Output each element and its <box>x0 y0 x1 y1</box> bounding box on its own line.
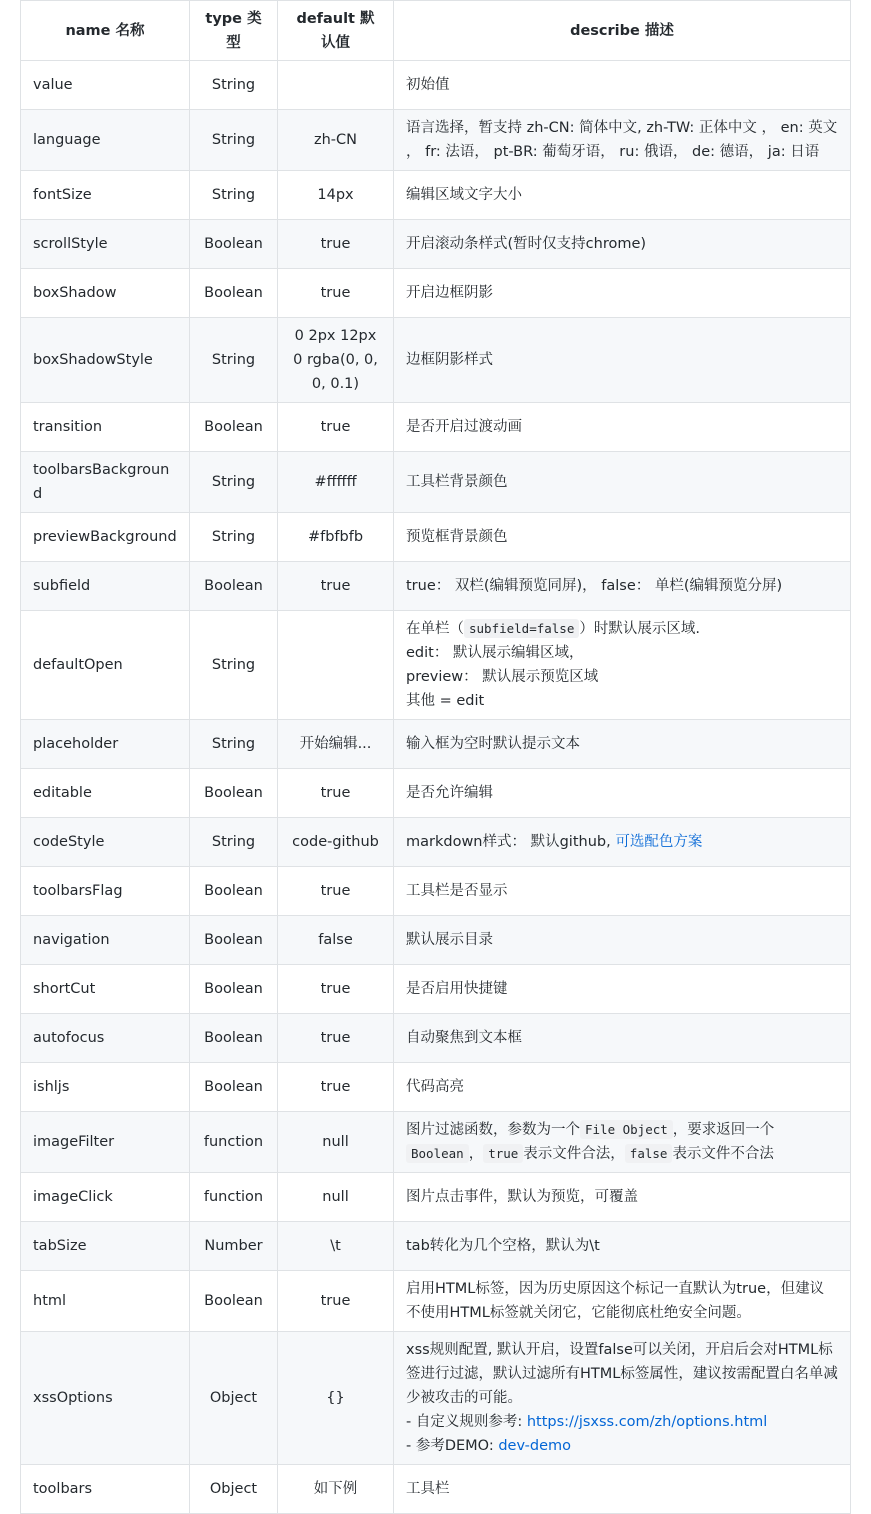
cell-describe <box>394 1332 851 1465</box>
cell-default: #fbfbfb <box>278 513 394 562</box>
cell-default: true <box>278 769 394 818</box>
color-scheme-link[interactable]: 可选配色方案 <box>615 834 703 850</box>
cell-default: 0 2px 12px 0 rgba(0, 0, 0, 0.1) <box>278 318 394 403</box>
jsxss-options-link[interactable]: https://jsxss.com/zh/options.html <box>526 1414 768 1430</box>
cell-default: 开始编辑... <box>278 720 394 769</box>
cell-describe <box>394 1112 851 1173</box>
cell-name: imageFilter <box>21 1112 190 1173</box>
cell-describe: 工具栏背景颜色 <box>394 452 851 513</box>
cell-describe: 编辑区域文字大小 <box>394 171 851 220</box>
cell-describe: 默认展示目录 <box>394 916 851 965</box>
cell-describe: 边框阴影样式 <box>394 318 851 403</box>
props-table <box>20 0 851 1514</box>
cell-type: Number <box>190 1222 278 1271</box>
cell-default: {} <box>278 1332 394 1465</box>
cell-type: Boolean <box>190 1014 278 1063</box>
describe-line <box>406 1434 838 1458</box>
cell-type: Object <box>190 1465 278 1514</box>
describe-text: 在单栏（ <box>406 621 464 637</box>
cell-type: Boolean <box>190 220 278 269</box>
cell-name: previewBackground <box>21 513 190 562</box>
cell-type: String <box>190 61 278 110</box>
cell-type: Boolean <box>190 1271 278 1332</box>
table-row <box>21 769 851 818</box>
cell-name: defaultOpen <box>21 611 190 720</box>
cell-describe: 输入框为空时默认提示文本 <box>394 720 851 769</box>
describe-line <box>406 617 838 641</box>
cell-default: true <box>278 867 394 916</box>
cell-describe: true： 双栏(编辑预览同屏)， false： 单栏(编辑预览分屏) <box>394 562 851 611</box>
cell-name: ishljs <box>21 1063 190 1112</box>
cell-describe <box>394 818 851 867</box>
table-row <box>21 110 851 171</box>
table-row <box>21 562 851 611</box>
cell-default: 14px <box>278 171 394 220</box>
cell-type: function <box>190 1112 278 1173</box>
inline-code: true <box>483 1144 523 1163</box>
cell-name: autofocus <box>21 1014 190 1063</box>
cell-describe: 开启滚动条样式(暂时仅支持chrome) <box>394 220 851 269</box>
describe-text: - 参考DEMO: <box>406 1438 499 1454</box>
describe-line <box>406 1410 838 1434</box>
describe-text: 图片过滤函数，参数为一个 <box>406 1122 580 1138</box>
cell-describe: 语言选择，暂支持 zh-CN: 简体中文, zh-TW: 正体中文 ， en: 英文 ， fr: 法语， pt-BR: 葡萄牙语， ru: 俄语， de: 德语， ja: 日语 <box>394 110 851 171</box>
inline-code: Boolean <box>406 1144 469 1163</box>
table-row <box>21 61 851 110</box>
table-row <box>21 1465 851 1514</box>
cell-describe: 初始值 <box>394 61 851 110</box>
describe-line: edit： 默认展示编辑区域， <box>406 645 584 661</box>
table-row <box>21 611 851 720</box>
cell-name: boxShadow <box>21 269 190 318</box>
cell-describe: 是否开启过渡动画 <box>394 403 851 452</box>
cell-default: true <box>278 269 394 318</box>
cell-default <box>278 611 394 720</box>
cell-default: #ffffff <box>278 452 394 513</box>
cell-describe: 启用HTML标签，因为历史原因这个标记一直默认为true，但建议不使用HTML标签就关闭它，它能彻底杜绝安全问题。 <box>394 1271 851 1332</box>
describe-text: 表示文件不合法 <box>672 1146 774 1162</box>
inline-code: File Object <box>580 1120 673 1139</box>
cell-name: fontSize <box>21 171 190 220</box>
cell-default: null <box>278 1173 394 1222</box>
cell-type: Boolean <box>190 916 278 965</box>
table-row <box>21 452 851 513</box>
cell-name: shortCut <box>21 965 190 1014</box>
table-row <box>21 513 851 562</box>
describe-line: preview： 默认展示预览区域 <box>406 669 599 685</box>
cell-name: html <box>21 1271 190 1332</box>
cell-default: true <box>278 403 394 452</box>
cell-describe: 开启边框阴影 <box>394 269 851 318</box>
cell-type: function <box>190 1173 278 1222</box>
cell-default: true <box>278 220 394 269</box>
header-name: name 名称 <box>21 1 190 61</box>
cell-type: Boolean <box>190 562 278 611</box>
cell-type: String <box>190 818 278 867</box>
cell-name: toolbars <box>21 1465 190 1514</box>
cell-default: \t <box>278 1222 394 1271</box>
cell-describe: 是否允许编辑 <box>394 769 851 818</box>
describe-text: ， <box>468 1146 484 1162</box>
cell-default: code-github <box>278 818 394 867</box>
inline-code: subfield=false <box>464 619 579 638</box>
cell-name: boxShadowStyle <box>21 318 190 403</box>
describe-text: 表示文件合法， <box>523 1146 625 1162</box>
cell-name: toolbarsBackground <box>21 452 190 513</box>
table-row <box>21 1014 851 1063</box>
cell-type: String <box>190 171 278 220</box>
cell-type: Boolean <box>190 269 278 318</box>
cell-type: String <box>190 452 278 513</box>
cell-name: xssOptions <box>21 1332 190 1465</box>
header-default: default 默认值 <box>278 1 394 61</box>
cell-describe: 是否启用快捷键 <box>394 965 851 1014</box>
table-row <box>21 318 851 403</box>
cell-name: placeholder <box>21 720 190 769</box>
header-row <box>21 1 851 61</box>
describe-line: xss规则配置, 默认开启，设置false可以关闭，开启后会对HTML标签进行过滤，默认过滤所有HTML标签属性，建议按需配置白名单减少被攻击的可能。 <box>406 1342 838 1406</box>
cell-type: Boolean <box>190 403 278 452</box>
table-row <box>21 867 851 916</box>
cell-name: scrollStyle <box>21 220 190 269</box>
cell-default: 如下例 <box>278 1465 394 1514</box>
cell-name: language <box>21 110 190 171</box>
table-row <box>21 1222 851 1271</box>
cell-name: toolbarsFlag <box>21 867 190 916</box>
describe-text: ，要求返回一个 <box>672 1122 775 1138</box>
cell-default <box>278 61 394 110</box>
cell-describe: tab转化为几个空格，默认为\t <box>394 1222 851 1271</box>
cell-name: navigation <box>21 916 190 965</box>
cell-default: true <box>278 1063 394 1112</box>
cell-name: value <box>21 61 190 110</box>
table-row <box>21 171 851 220</box>
describe-text: ）时默认展示区域. <box>579 621 700 637</box>
cell-type: Boolean <box>190 769 278 818</box>
cell-name: imageClick <box>21 1173 190 1222</box>
table-row <box>21 1112 851 1173</box>
cell-type: Boolean <box>190 965 278 1014</box>
cell-default: true <box>278 1271 394 1332</box>
table-row <box>21 1271 851 1332</box>
cell-describe: 工具栏 <box>394 1465 851 1514</box>
inline-code: false <box>625 1144 673 1163</box>
cell-default: null <box>278 1112 394 1173</box>
cell-type: Object <box>190 1332 278 1465</box>
table-row <box>21 965 851 1014</box>
cell-describe: 代码高亮 <box>394 1063 851 1112</box>
cell-default: true <box>278 562 394 611</box>
cell-describe <box>394 611 851 720</box>
table-row <box>21 1173 851 1222</box>
cell-type: String <box>190 611 278 720</box>
table-row <box>21 269 851 318</box>
cell-name: subfield <box>21 562 190 611</box>
cell-default: false <box>278 916 394 965</box>
header-describe: describe 描述 <box>394 1 851 61</box>
describe-text: markdown样式： 默认github, <box>406 834 616 850</box>
table-row <box>21 1063 851 1112</box>
dev-demo-link[interactable]: dev-demo <box>498 1438 572 1454</box>
cell-type: String <box>190 720 278 769</box>
table-row <box>21 220 851 269</box>
table-row <box>21 818 851 867</box>
table-row <box>21 403 851 452</box>
cell-name: transition <box>21 403 190 452</box>
cell-name: tabSize <box>21 1222 190 1271</box>
describe-line: 其他 = edit <box>406 693 485 709</box>
cell-default: true <box>278 965 394 1014</box>
cell-type: Boolean <box>190 867 278 916</box>
describe-text: - 自定义规则参考: <box>406 1414 527 1430</box>
cell-type: String <box>190 318 278 403</box>
cell-type: Boolean <box>190 1063 278 1112</box>
cell-describe: 图片点击事件，默认为预览，可覆盖 <box>394 1173 851 1222</box>
cell-describe: 预览框背景颜色 <box>394 513 851 562</box>
cell-type: String <box>190 110 278 171</box>
cell-type: String <box>190 513 278 562</box>
table-row <box>21 720 851 769</box>
table-row <box>21 1332 851 1465</box>
header-type: type 类型 <box>190 1 278 61</box>
cell-default: true <box>278 1014 394 1063</box>
cell-default: zh-CN <box>278 110 394 171</box>
cell-name: codeStyle <box>21 818 190 867</box>
cell-describe: 自动聚焦到文本框 <box>394 1014 851 1063</box>
cell-name: editable <box>21 769 190 818</box>
cell-describe: 工具栏是否显示 <box>394 867 851 916</box>
table-row <box>21 916 851 965</box>
